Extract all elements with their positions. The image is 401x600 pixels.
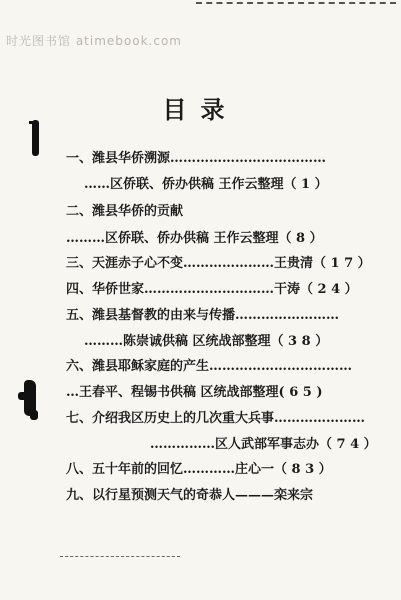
ink-blot-middle-2 [18,392,28,400]
toc-line: 四、华侨世家…………………………干涛（ 2 4 ） [66,282,358,297]
toc-line: 八、五十年前的回忆…………庄心一（ 8 3 ） [66,462,332,477]
toc-line: 五、潍县基督教的由来与传播…………………… [66,308,340,323]
ink-blot-top [32,120,39,156]
toc-line: 九、以行星预测天气的奇恭人———栾来宗 [66,488,314,503]
ink-blot-top-tick [29,121,37,124]
toc-line: 七、介绍我区历史上的几次重大兵事………………… [66,411,366,426]
page-title: 目录 [162,95,239,124]
toc-line: 三、天涯赤子心不变…………………王贵清（ 1 7 ） [66,256,371,271]
toc-line: …王春平、程锡书供稿 区统战部整理( 6 5 ) [66,385,323,400]
toc-line: 六、潍县耶稣家庭的产生…………………………… [66,359,353,374]
toc-line: ……区侨联、侨办供稿 王作云整理（ 1 ） [84,177,328,192]
toc-line: 一、潍县华侨溯源……………………………… [66,151,327,166]
toc-line: ……………区人武部军事志办（ 7 4 ） [150,437,377,452]
ink-blot-middle-3 [30,410,38,420]
toc-line: 二、潍县华侨的贡献 [66,204,184,219]
watermark: 时光图书馆 atimebook.com [6,34,182,48]
toc-line: ………区侨联、侨办供稿 王作云整理（ 8 ） [66,231,323,246]
toc-line: ………陈崇诚供稿 区统战部整理（ 3 8 ） [84,334,329,349]
bottom-dash [60,556,180,559]
